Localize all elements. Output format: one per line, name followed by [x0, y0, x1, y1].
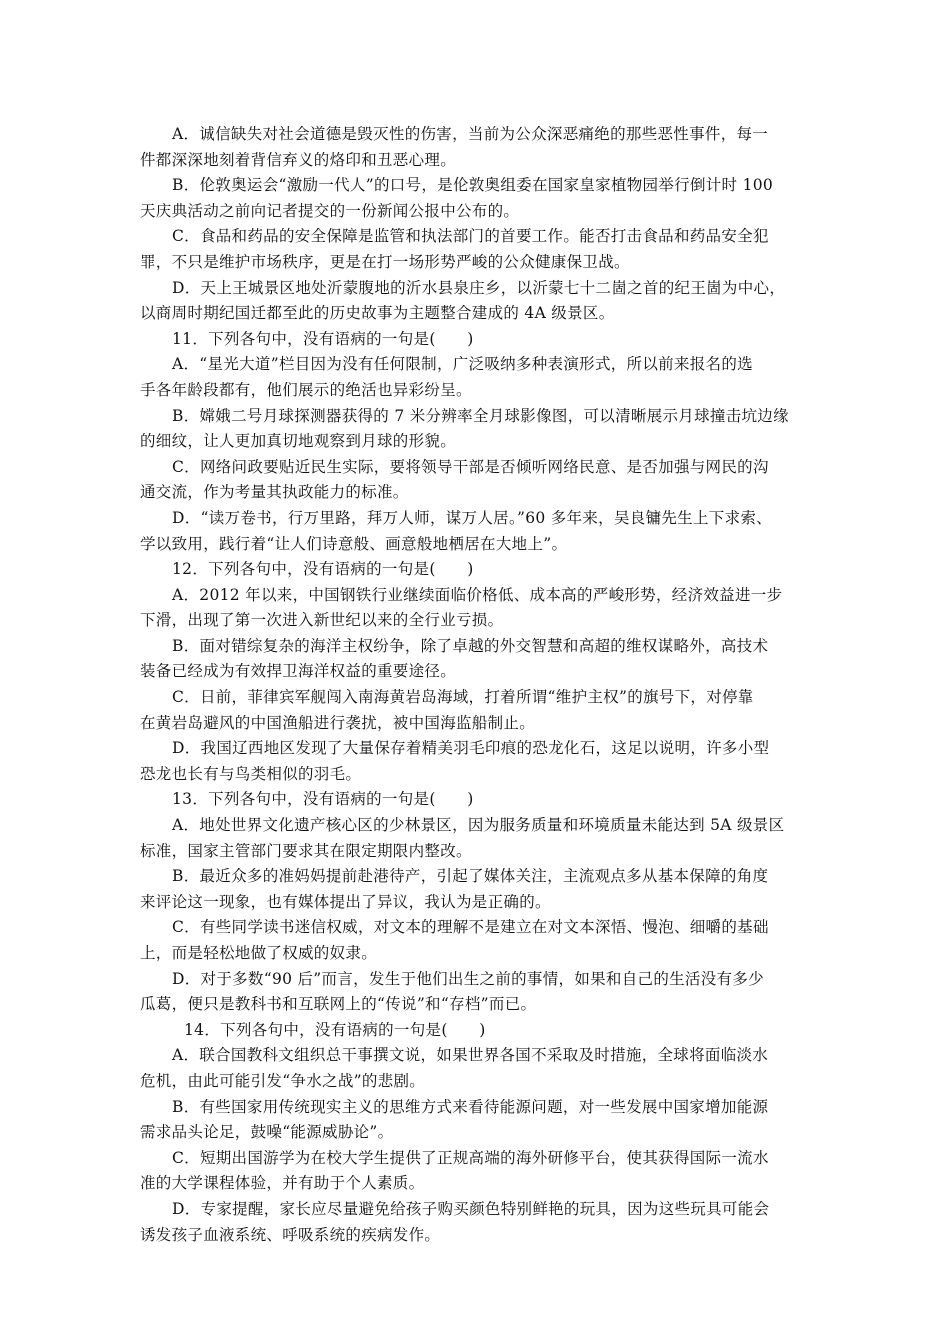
option-continuation-line: 需求品头论足，鼓噪“能源威胁论”。	[140, 1123, 394, 1142]
option-line: C．短期出国游学为在校大学生提供了正规高端的海外研修平台，使其获得国际一流水	[172, 1148, 769, 1167]
option-line: C．食品和药品的安全保障是监管和执法部门的首要工作。能否打击食品和药品安全犯	[172, 227, 769, 246]
option-continuation-line: 通交流，作为考量其执政能力的标准。	[140, 483, 409, 502]
option-line: A．地处世界文化遗产核心区的少林景区，因为服务质量和环境质量未能达到 5A 级景区	[172, 816, 785, 835]
option-continuation-line: 标准，国家主管部门要求其在限定期限内整改。	[140, 841, 472, 860]
option-line: C．网络问政要贴近民生实际，要将领导干部是否倾听网络民意、是否加强与网民的沟	[172, 457, 769, 476]
option-line: B．有些国家用传统现实主义的思维方式来看待能源问题，对一些发展中国家增加能源	[172, 1097, 769, 1116]
option-line: B．嫦娥二号月球探测器获得的 7 米分辨率全月球影像图，可以清晰展示月球撞击坑边缘	[172, 406, 789, 425]
option-continuation-line: 的细纹，让人更加真切地观察到月球的形貌。	[140, 432, 457, 451]
option-line: A．诚信缺失对社会道德是毁灭性的伤害，当前为公众深恶痛绝的那些恶性事件，每一	[172, 125, 769, 143]
question-stem: 12．下列各句中，没有语病的一句是( )	[172, 560, 474, 579]
option-line: B．最近众多的准妈妈提前赴港待产，引起了媒体关注，主流观点多从基本保障的角度	[172, 867, 769, 886]
option-line: D．我国辽西地区发现了大量保存着精美羽毛印痕的恐龙化石，这足以说明，许多小型	[172, 739, 770, 758]
option-line: C．有些同学读书迷信权威，对文本的理解不是建立在对文本深悟、慢泡、细嚼的基础	[172, 918, 769, 937]
option-continuation-line: 瓜葛，便只是教科书和互联网上的“传说”和“存档”而已。	[140, 995, 537, 1014]
option-continuation-line: 下滑，出现了第一次进入新世纪以来的全行业亏损。	[140, 611, 504, 630]
option-continuation-line: 手各年龄段都有，他们展示的绝活也异彩纷呈。	[140, 380, 472, 399]
question-stem: 13．下列各句中，没有语病的一句是( )	[172, 790, 474, 809]
option-continuation-line: 诱发孩子血液系统、呼吸系统的疾病发作。	[140, 1225, 441, 1244]
option-continuation-line: 天庆典活动之前向记者提交的一份新闻公报中公布的。	[140, 201, 520, 220]
option-line: D．天上王城景区地处沂蒙腹地的沂水县泉庄乡，以沂蒙七十二崮之首的纪王崮为中心，	[172, 278, 786, 297]
option-line: B．伦敦奥运会“激励一代人”的口号，是伦敦奥组委在国家皇家植物园举行倒计时 100	[172, 176, 774, 195]
option-line: D．专家提醒，家长应尽量避免给孩子购买颜色特别鲜艳的玩具，因为这些玩具可能会	[172, 1199, 770, 1218]
question-stem: 11．下列各句中，没有语病的一句是( )	[172, 329, 474, 348]
option-continuation-line: 件都深深地刻着背信弃义的烙印和丑恶心理。	[140, 150, 457, 169]
option-continuation-line: 恐龙也长有与鸟类相似的羽毛。	[140, 764, 362, 783]
option-line: D．对于多数“90 后”而言，发生于他们出生之前的事情，如果和自己的生活没有多少	[172, 969, 764, 988]
option-continuation-line: 学以致用，践行着“让人们诗意般、画意般地栖居在大地上”。	[140, 534, 568, 553]
option-continuation-line: 以商周时期纪国迁都至此的历史故事为主题整合建成的 4A 级景区。	[140, 304, 615, 323]
option-continuation-line: 装备已经成为有效捍卫海洋权益的重要途径。	[140, 662, 457, 681]
option-continuation-line: 在黄岩岛避风的中国渔船进行袭扰，被中国海监船制止。	[140, 713, 536, 732]
option-continuation-line: 危机，由此可能引发“争水之战”的悲剧。	[140, 1071, 426, 1090]
option-line: D．“读万卷书，行万里路，拜万人师，谋万人居。”60 多年来，吴良镛先生上下求索、	[172, 508, 772, 527]
option-line: A．“星光大道”栏目因为没有任何限制，广泛吸纳多种表演形式，所以前来报名的选	[172, 355, 753, 374]
option-continuation-line: 罪，不只是维护市场秩序，更是在打一场形势严峻的公众健康保卫战。	[140, 252, 630, 271]
option-continuation-line: 准的大学课程体验，并有助于个人素质。	[140, 1174, 425, 1193]
question-stem: 14．下列各句中，没有语病的一句是( )	[184, 1020, 486, 1039]
option-line: B．面对错综复杂的海洋主权纷争，除了卓越的外交智慧和高超的维权谋略外，高技术	[172, 636, 769, 655]
option-line: C．日前，菲律宾军舰闯入南海黄岩岛海域，打着所谓“维护主权”的旗号下，对停靠	[172, 688, 754, 707]
option-line: A．联合国教科文组织总干事撰文说，如果世界各国不采取及时措施，全球将面临淡水	[172, 1046, 769, 1065]
option-continuation-line: 来评论这一现象，也有媒体提出了异议，我认为是正确的。	[140, 892, 551, 911]
option-line: A．2012 年以来，中国钢铁行业继续面临价格低、成本高的严峻形势，经济效益进一步	[172, 585, 783, 604]
document-page	[140, 122, 828, 1248]
option-continuation-line: 上，而是轻松地做了权威的奴隶。	[140, 944, 378, 962]
